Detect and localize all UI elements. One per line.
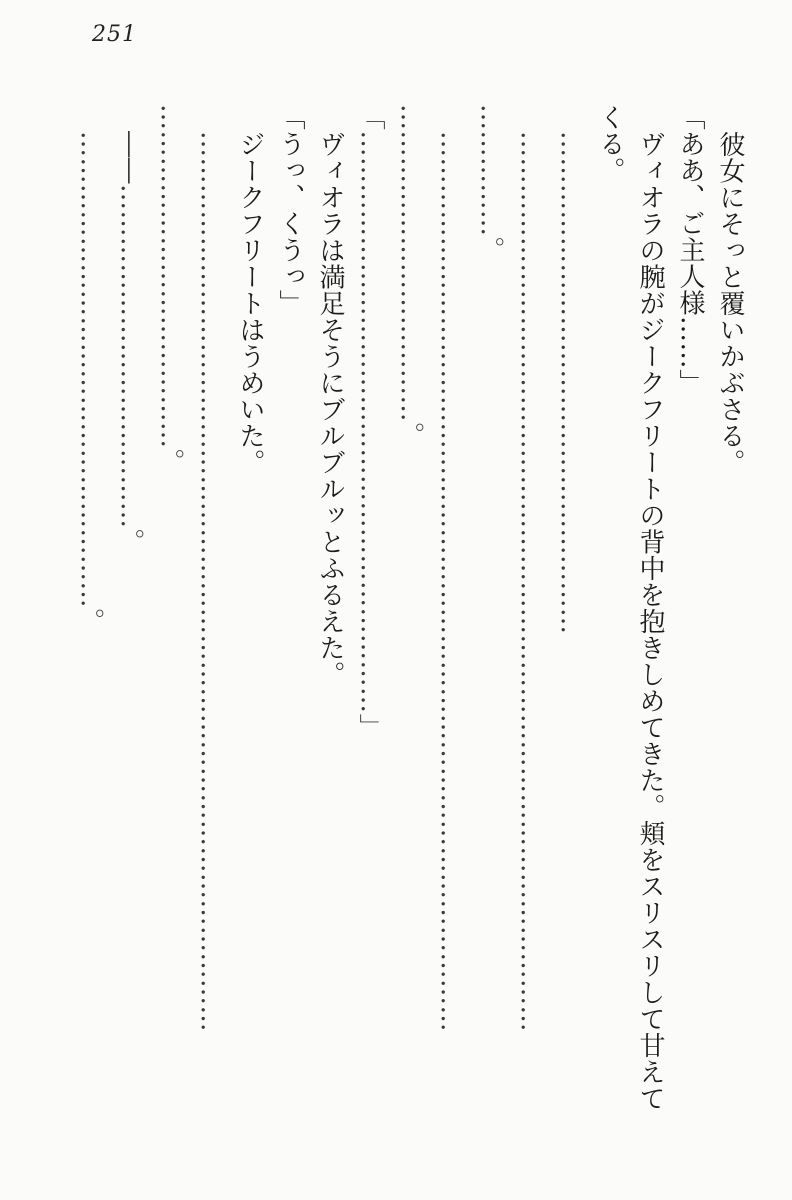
- text-line-redacted: ――…………………………………。: [115, 131, 145, 555]
- text-block: [70, 104, 750, 1150]
- text-line: ジークフリートはうめいた。: [235, 131, 265, 476]
- text-line-redacted: ………………………………。: [395, 104, 425, 449]
- text-line-redacted: …………………………………………………………………………………………: [515, 131, 545, 1032]
- text-line: 彼女にそっと覆いかぶさる。: [715, 131, 745, 476]
- text-line: 「ああ、ご主人様……」: [675, 104, 705, 396]
- text-line-redacted: …………………………………………………………………………………………: [195, 131, 225, 1032]
- text-line-redacted: 「…………………………………………………………」: [355, 104, 385, 740]
- page-number: 251: [92, 22, 137, 47]
- text-line-redacted: …………………………………。: [155, 104, 185, 475]
- text-line: くる。: [595, 104, 625, 184]
- text-line-redacted: …………………………………………………: [555, 131, 585, 635]
- text-line-redacted: ………………………………………………。: [75, 131, 105, 635]
- text-line-redacted: ……………。: [475, 104, 505, 263]
- text-line: ヴィオラの腕がジークフリートの背中を抱きしめてきた。頬をスリスリして甘えて: [635, 131, 665, 1112]
- text-line: ヴィオラは満足そうにブルブルッとふるえた。: [315, 131, 345, 688]
- text-line: 「うっ、くうっ」: [275, 104, 305, 316]
- text-line-redacted: …………………………………………………………………………………………: [435, 131, 465, 1032]
